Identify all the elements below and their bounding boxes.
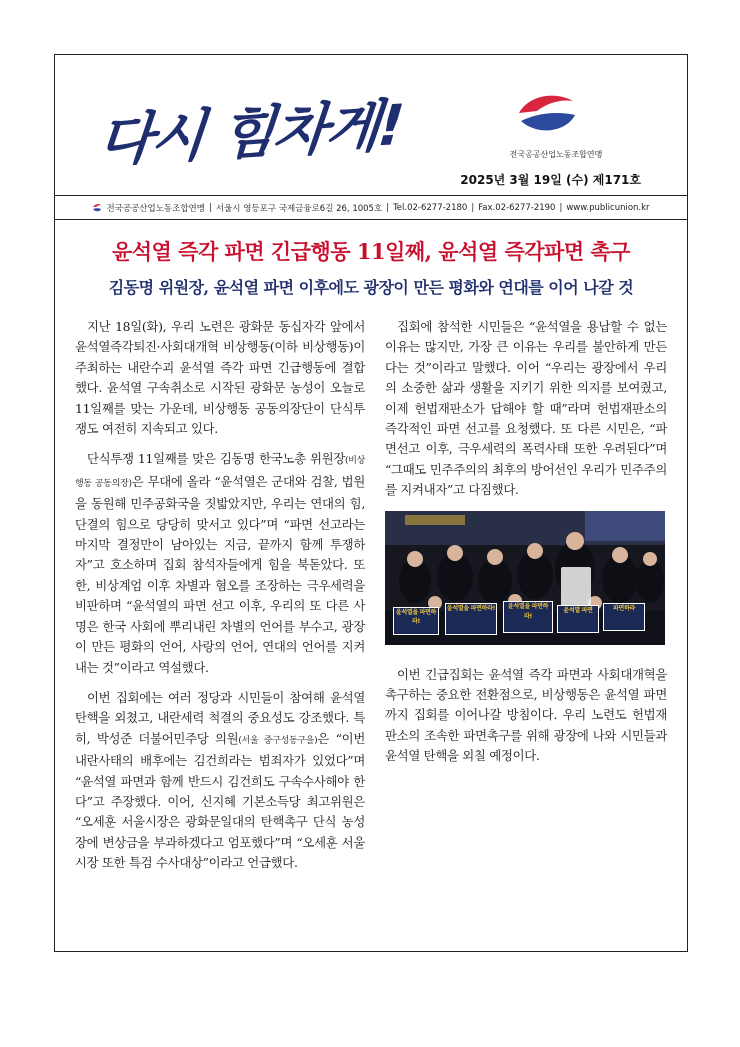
article-paragraph: 이번 긴급집회는 윤석열 즉각 파면과 사회대개혁을 촉구하는 중요한 전환점으로, 비상행동은 윤석열 파면까지 집회를 이어나갈 방침이다. 우리 노련도 헌법재판소의 조속한 파면촉구를 위해 광장에 나와 시민들과 윤석열 탄핵을 외칠 예정이다.	[385, 666, 667, 764]
protest-sign: 윤석열을 파면하라!	[393, 607, 439, 635]
logo-org-name: 전국공공산업노동조합연맹	[509, 150, 603, 159]
info-separator: |	[208, 202, 212, 213]
paragraph-text: 은 무대에 올라 “윤석열은 군대와 검찰, 법원을 동원해 민주공화국을 짓밟았지만, 우리는 연대의 힘, 단결의 힘으로 당당히 맞서고 있다”며 “파면 선고라는 마지막 결정만이 남아있는 지금, 끝까지 함께 투쟁하자”고 호소하며 집회 참석자들에게 힘을 북돋았다. 또한, 비상계엄 이후 차별과 혐오를 조장하는 극우세력을 비판하며 “윤석열의 파면 선고 이후, 우리의 또 다른 사명은 한국 사회에 뿌리내린 차별의 언어를 부수고, 광장이 만든 평화의 언어, 사랑의 언어, 연대의 언어를 지켜내는 것”이라고 역설했다.	[75, 473, 366, 675]
paragraph-text: 은 “이번 내란사태의 배후에는 김건희라는 범죄자가 있었다”며 “윤석열 파면과 함께 반드시 김건희도 구속수사해야 한다”고 주장했다. 이어, 신지혜 기본소득당 최고위원은 “오세훈 서울시장은 광화문일대의 탄핵촉구 단식 농성장에 변상금을 부과하겠다고 엄포했다”며 “오세훈 서울시장 또한 특검 수사대상”이라고 언급했다.	[75, 730, 366, 871]
info-address: 서울시 영등포구 국제금융로6길 26, 1005호	[215, 203, 383, 214]
info-separator: |	[471, 202, 475, 213]
paragraph-note: (서울 중구성동구을)	[238, 735, 318, 746]
info-website-link[interactable]: www.publicunion.kr	[566, 202, 650, 213]
paragraph-note: (비상행동 공동의장)	[75, 456, 365, 489]
info-fax: Fax.02-6277-2190	[478, 202, 556, 213]
contact-info-bar	[55, 195, 687, 220]
protest-sign: 윤석열 파면	[557, 605, 599, 633]
protest-sign: 윤석열을 파면하라!	[503, 601, 553, 633]
article-headline: 윤석열 즉각 파면 긴급행동 11일째, 윤석열 즉각파면 촉구	[111, 239, 630, 264]
protest-sign: 윤석열을 파면하라!	[445, 603, 497, 635]
rally-photo	[385, 511, 665, 645]
newsletter-page	[54, 54, 688, 952]
article-paragraph: 지난 18일(화), 우리 노련은 광화문 동십자각 앞에서 윤석열즉각퇴진·사회대개혁 비상행동(이하 비상행동)이 주최하는 내란수괴 윤석열 즉각 파면 긴급행동에 결합했다. 윤석열 구속취소로 시작된 광화문 농성이 오늘로 11일째를 맞는 가운데, 비상행동 공동의장단이 단식투쟁도 여전히 지속되고 있다.	[75, 319, 365, 437]
protest-sign: 파면하라	[603, 603, 645, 631]
article-column-left	[75, 317, 365, 884]
masthead	[55, 55, 687, 195]
article-column-right	[385, 317, 667, 777]
info-org: 전국공공산업노동조합연맹	[106, 203, 205, 214]
info-separator: |	[559, 202, 563, 213]
article-subheadline: 김동명 위원장, 윤석열 파면 이후에도 광장이 만든 평화와 연대를 이어 나갈 것	[108, 278, 634, 297]
masthead-title: 다시 힘차게!	[95, 93, 405, 174]
paragraph-text: 단식투쟁 11일째를 맞은 김동명 한국노총 위원장	[87, 451, 345, 467]
article-paragraph	[75, 449, 365, 677]
mini-logo-icon	[92, 203, 102, 213]
article-paragraph	[75, 688, 365, 874]
info-tel: Tel.02-6277-2180	[393, 202, 468, 213]
issue-date-number: 2025년 3월 19일 (수) 제171호	[460, 173, 641, 187]
paragraph-text: 이번 집회에는 여러 정당과 시민들이 참여해 윤석열 탄핵을 외쳤고, 내란세력 척결의 중요성도 강조했다. 특히, 박성준 더불어민주당 의원	[75, 689, 365, 746]
info-separator: |	[386, 202, 390, 213]
union-logo-icon	[507, 87, 587, 143]
article-paragraph: 집회에 참석한 시민들은 “윤석열을 용납할 수 없는 이유는 많지만, 가장 큰 이유는 우리를 불안하게 만든다는 것”이라고 말했다. 이어 “우리는 광장에서 우리의 소중한 삶과 생활을 지키기 위한 의지를 보여줬고, 이제 헌법재판소가 답해야 할 때”라며 헌법재판소의 즉각적인 파면 선고를 요청했다. 또 다른 시민은, “파면선고 이후, 극우세력의 폭력사태 또한 우려된다”며 “그때도 민주주의의 최후의 방어선인 우리가 민주주의를 지켜내자”고 다짐했다.	[385, 319, 667, 498]
